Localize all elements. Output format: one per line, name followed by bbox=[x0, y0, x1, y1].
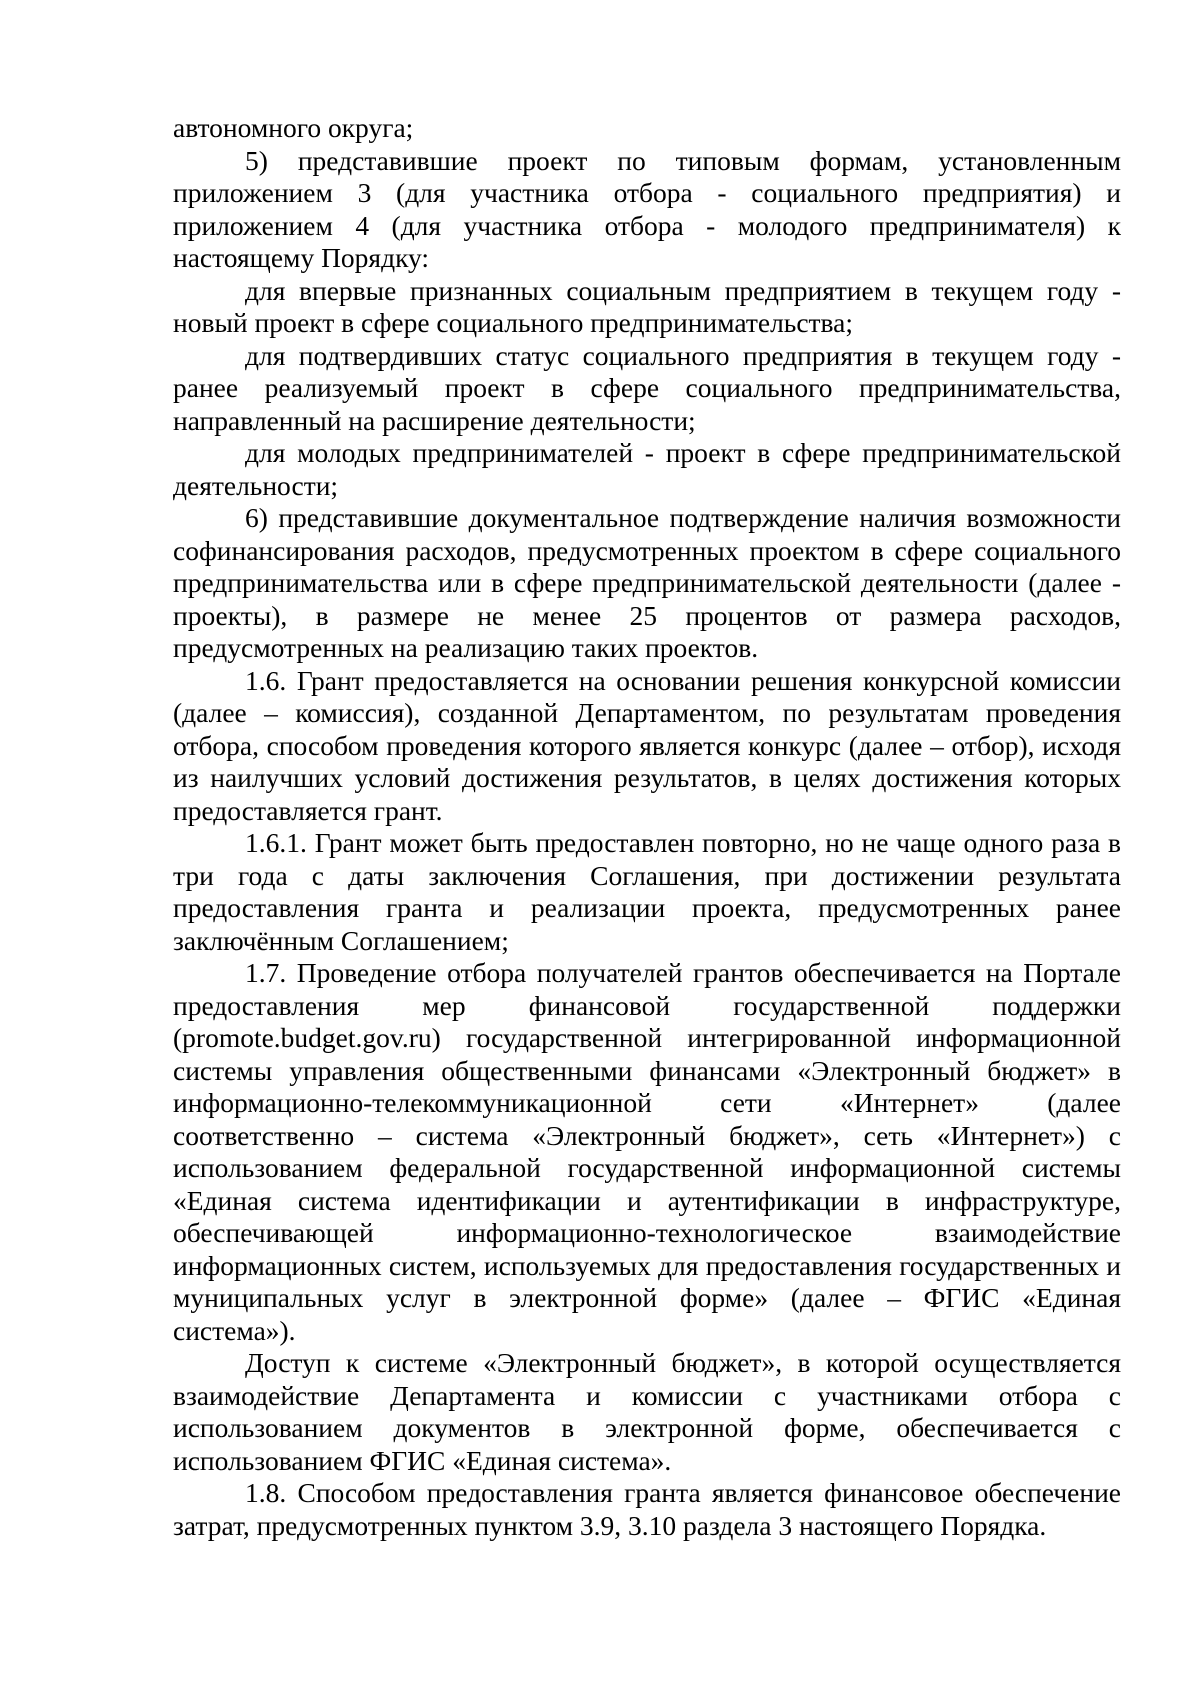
paragraph-access-system: Доступ к системе «Электронный бюджет», в которой осуществляется взаимодействие Департамента и комиссии с участниками отбора с использованием документов в электронной форме, обеспечивается с использованием ФГИС «Единая система». bbox=[173, 1347, 1121, 1476]
paragraph-item-5: 5) представившие проект по типовым формам, установленным приложением 3 (для участника отбора - социального предприятия) и приложением 4 (для участника отбора - молодого предпринимателя) к настоящему Порядку: bbox=[173, 144, 1121, 273]
paragraph-section-1-7: 1.7. Проведение отбора получателей грантов обеспечивается на Портале предоставления мер финансовой государственной поддержки (promote.budget.gov.ru) государственной интегрированной информационной системы управления общественными финансами «Электронный бюджет» в информационно-телекоммуникационной сети «Интернет» (далее соответственно – система «Электронный бюджет», сеть «Интернет») с использованием федеральной государственной информационной системы «Единая система идентификации и аутентификации в инфраструктуре, обеспечивающей информационно-технологическое взаимодействие информационных систем, используемых для предоставления государственных и муниципальных услуг в электронной форме» (далее – ФГИС «Единая система»). bbox=[173, 957, 1121, 1346]
paragraph-okrug: автономного округа; bbox=[173, 112, 414, 143]
paragraph-confirmed-status: для подтвердивших статус социального предприятия в текущем году - ранее реализуемый проект в сфере социального предпринимательства, направленный на расширение деятельности; bbox=[173, 339, 1121, 436]
paragraph-section-1-8: 1.8. Способом предоставления гранта является финансовое обеспечение затрат, предусмотренных пунктом 3.9, 3.10 раздела 3 настоящего Порядка. bbox=[173, 1477, 1121, 1541]
paragraph-section-1-6-1: 1.6.1. Грант может быть предоставлен повторно, но не чаще одного раза в три года с даты заключения Соглашения, при достижении результата предоставления гранта и реализации проекта, предусмотренных ранее заключённым Соглашением; bbox=[173, 827, 1121, 956]
paragraph-section-1-6: 1.6. Грант предоставляется на основании решения конкурсной комиссии (далее – комиссия), созданной Департаментом, по результатам проведения отбора, способом проведения которого является конкурс (далее – отбор), исходя из наилучших условий достижения результатов, в целях достижения которых предоставляется грант. bbox=[173, 664, 1121, 826]
paragraph-young-entrepreneurs: для молодых предпринимателей - проект в сфере предпринимательской деятельности; bbox=[173, 437, 1121, 501]
paragraph-item-6: 6) представившие документальное подтверждение наличия возможности софинансирования расходов, предусмотренных проектом в сфере социального предпринимательства или в сфере предпринимательской деятельности (далее - проекты), в размере не менее 25 процентов от размера расходов, предусмотренных на реализацию таких проектов. bbox=[173, 502, 1121, 663]
paragraph-new-project: для впервые признанных социальным предприятием в текущем году - новый проект в сфере социального предпринимательства; bbox=[173, 274, 1121, 338]
document-page bbox=[173, 112, 1121, 1542]
